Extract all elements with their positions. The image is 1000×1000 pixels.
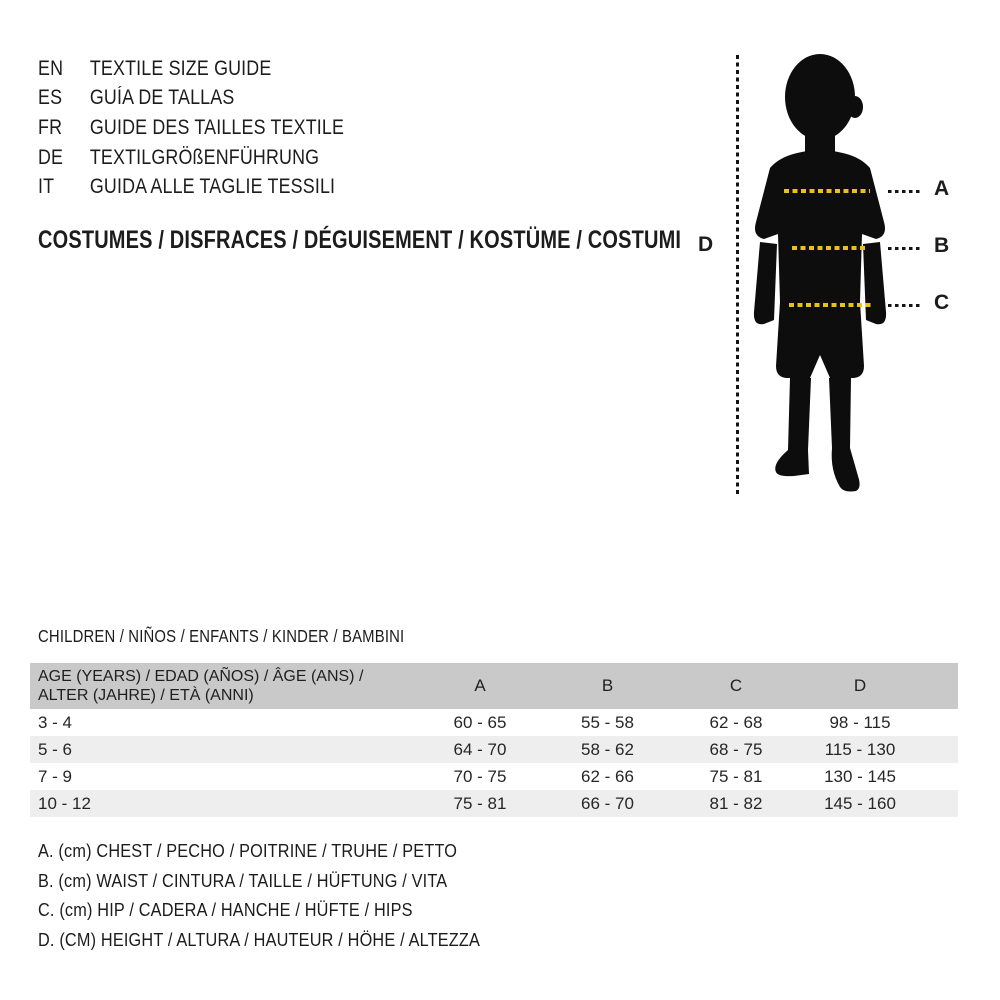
waist-cell: 66 - 70 <box>581 793 634 813</box>
age-column-header <box>30 663 415 709</box>
column-header-d: D <box>802 663 958 709</box>
child-silhouette-icon <box>750 50 900 500</box>
language-row-it <box>38 172 344 202</box>
chest-cell: 70 - 75 <box>453 766 507 786</box>
size-table <box>30 663 958 817</box>
age-header-line1: AGE (YEARS) / EDAD (AÑOS) / ÂGE (ANS) / <box>38 668 364 685</box>
waist-cell: 58 - 62 <box>581 739 634 759</box>
chest-cell: 60 - 65 <box>453 712 507 732</box>
language-title-list <box>38 54 398 202</box>
age-cell: 5 - 6 <box>38 739 73 759</box>
legend-chest: A. (cm) CHEST / PECHO / POITRINE / TRUHE / PETTO <box>38 839 458 861</box>
age-cell: 3 - 4 <box>38 712 73 732</box>
section-title-children <box>38 626 469 647</box>
language-code: ES <box>38 86 63 110</box>
height-cell: 115 - 130 <box>824 739 896 759</box>
table-row <box>30 790 958 817</box>
language-code: EN <box>38 56 64 80</box>
language-code: DE <box>38 145 64 169</box>
waist-leader-line <box>888 247 920 250</box>
language-row-de <box>38 143 344 173</box>
age-cell: 10 - 12 <box>38 793 91 813</box>
language-row-fr <box>38 113 344 143</box>
height-cell: 145 - 160 <box>824 793 896 813</box>
size-table-header <box>30 663 958 709</box>
measurement-figure <box>690 40 990 510</box>
hip-cell: 68 - 75 <box>709 739 763 759</box>
column-header-a: A <box>415 663 545 709</box>
hip-leader-line <box>888 304 920 307</box>
category-title: COSTUMES / DISFRACES / DÉGUISEMENT / KOSTÜME / COSTUMI <box>38 226 682 254</box>
chest-cell: 64 - 70 <box>453 739 507 759</box>
waist-cell: 62 - 66 <box>581 766 634 786</box>
column-header-b: B <box>545 663 670 709</box>
hip-cell: 81 - 82 <box>709 793 763 813</box>
height-label: D <box>698 233 714 256</box>
chest-dash-line <box>784 189 870 193</box>
language-title: GUÍA DE TALLAS <box>89 86 235 110</box>
language-title: TEXTILE SIZE GUIDE <box>89 56 272 80</box>
hip-dash-line <box>789 303 871 307</box>
language-title: TEXTILGRÖßENFÜHRUNG <box>89 145 320 169</box>
language-code: FR <box>38 115 63 139</box>
waist-label: B <box>934 234 950 257</box>
table-row <box>30 709 958 736</box>
language-title: GUIDE DES TAILLES TEXTILE <box>89 115 345 139</box>
waist-cell: 55 - 58 <box>581 712 634 732</box>
height-cell: 130 - 145 <box>824 766 896 786</box>
hip-label: C <box>934 291 950 314</box>
hip-cell: 75 - 81 <box>709 766 763 786</box>
height-dotted-line <box>736 55 739 497</box>
height-cell: 98 - 115 <box>829 712 891 732</box>
measurement-legend <box>38 836 540 955</box>
language-row-en <box>38 54 344 84</box>
chest-label: A <box>934 177 950 200</box>
legend-height: D. (CM) HEIGHT / ALTURA / HAUTEUR / HÖHE / ALTEZZA <box>38 929 481 951</box>
table-row <box>30 763 958 790</box>
age-cell: 7 - 9 <box>38 766 73 786</box>
language-title: GUIDA ALLE TAGLIE TESSILI <box>89 175 336 199</box>
waist-dash-line <box>792 246 868 250</box>
legend-hip: C. (cm) HIP / CADERA / HANCHE / HÜFTE / HIPS <box>38 899 413 921</box>
legend-waist: B. (cm) WAIST / CINTURA / TAILLE / HÜFTUNG / VITA <box>38 869 448 891</box>
size-table-body <box>30 709 958 817</box>
header-row <box>30 663 958 709</box>
language-row-es <box>38 84 344 114</box>
hip-cell: 62 - 68 <box>709 712 763 732</box>
age-header-line2: ALTER (JAHRE) / ETÀ (ANNI) <box>38 687 254 704</box>
section-title-text: CHILDREN / NIÑOS / ENFANTS / KINDER / BAMBINI <box>38 626 405 646</box>
table-row <box>30 736 958 763</box>
language-code: IT <box>38 175 55 199</box>
column-header-c: C <box>670 663 802 709</box>
chest-leader-line <box>888 190 920 193</box>
chest-cell: 75 - 81 <box>453 793 507 813</box>
